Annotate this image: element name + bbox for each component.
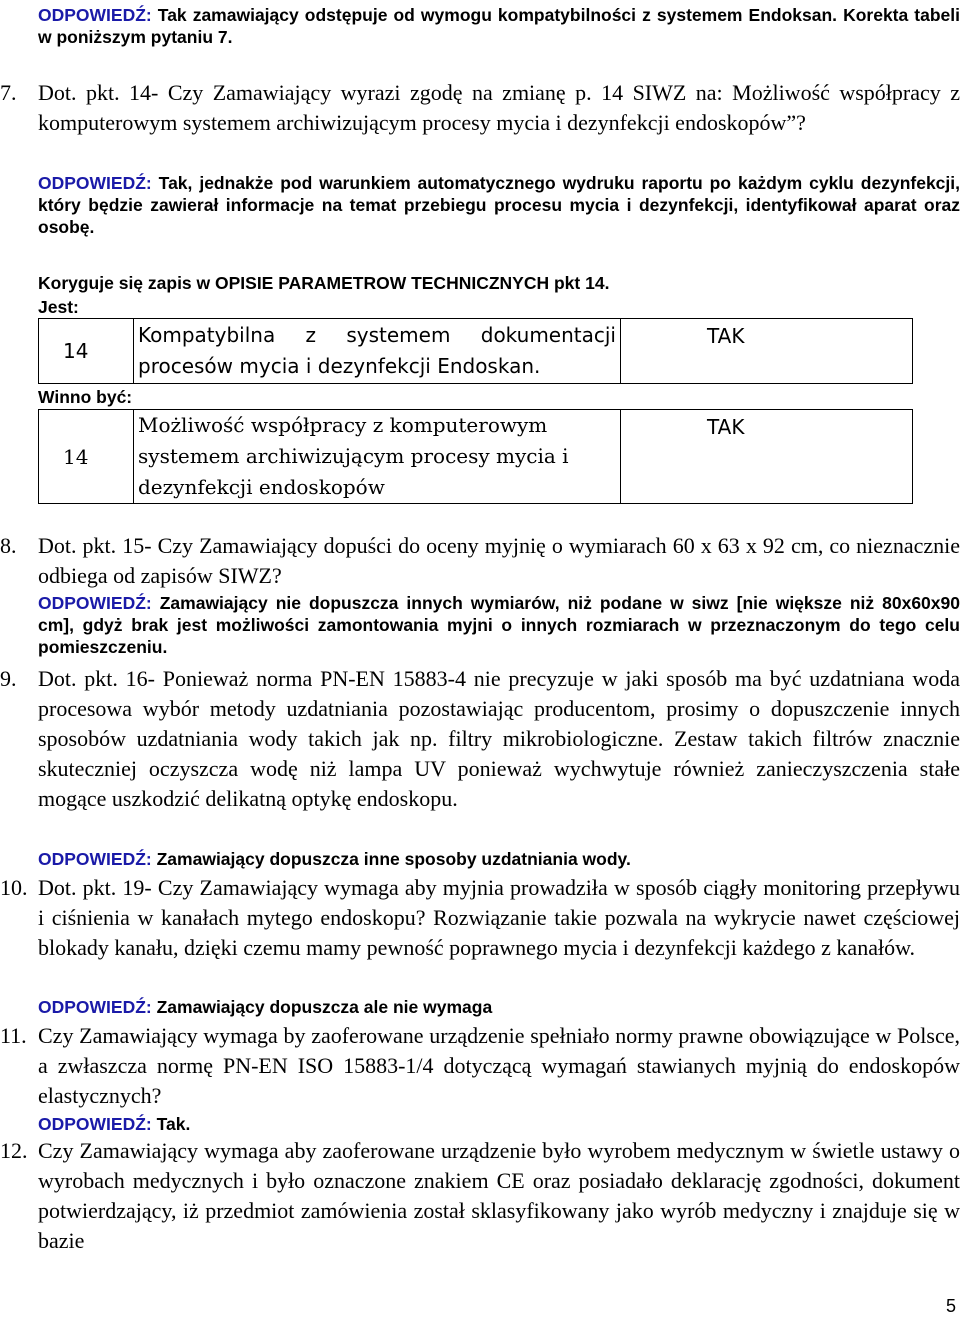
question-text: Dot. pkt. 15- Czy Zamawiający dopuści do oceny myjnię o wymiarach 60 x 63 x 92 cm, co nieznacznie odbiega od zapisów SIWZ? bbox=[38, 533, 960, 588]
row-description: Możliwość współpracy z komputerowym systemem archiwizującym procesy mycia i dezynfekcji endoskopów bbox=[134, 410, 621, 504]
answer-text: Tak. bbox=[151, 1114, 191, 1134]
answer-9 bbox=[38, 848, 960, 870]
question-8 bbox=[0, 531, 960, 591]
winno-label: Winno być: bbox=[38, 387, 133, 407]
answer-text: Zamawiający nie dopuszcza innych wymiarów, niż podane w siwz [nie większe niż 80x60x90 cm], gdyż brak jest możliwości zamontowania myjni o innych rozmiarach w przeznaczonym do tego celu pomieszczeniu. bbox=[38, 593, 960, 657]
answer-label: ODPOWIEDŹ: bbox=[38, 5, 152, 25]
answer-11 bbox=[38, 1113, 960, 1135]
question-number: 8. bbox=[0, 533, 17, 558]
question-text: Czy Zamawiający wymaga by zaoferowane urządzenie spełniało normy prawne obowiązujące w Polsce, a zwłaszcza normę PN-EN ISO 15883-1/4 dotyczącą wymagań stawianych myjnią do endoskopów elastycznych? bbox=[38, 1023, 960, 1108]
question-number: 9. bbox=[0, 666, 17, 691]
answer-text: Zamawiający dopuszcza inne sposoby uzdatniania wody. bbox=[151, 849, 631, 869]
question-number: 12. bbox=[0, 1138, 28, 1163]
answer-label: ODPOWIEDŹ: bbox=[38, 849, 152, 869]
answer-label: ODPOWIEDŹ: bbox=[38, 593, 152, 613]
answer-8 bbox=[38, 592, 960, 658]
answer-7 bbox=[38, 172, 960, 238]
answer-10 bbox=[38, 996, 960, 1018]
answer-label: ODPOWIEDŹ: bbox=[38, 173, 152, 193]
question-text: Dot. pkt. 16- Ponieważ norma PN-EN 15883-4 nie precyzuje w jaki sposób ma być uzdatniana woda procesowa wybór metody uzdatniania pozostawiając producentom, prosimy o dopuszczenie innych sposobów uzdatniania wody takich jak np. filtry mikrobiologiczne. Zestaw takich filtrów znacznie skuteczniej oczyszcza wodę niż lampa UV ponieważ wychwytuje również zanieczyszczenia stałe mogące uszkodzić delikatną optykę endoskopu. bbox=[38, 666, 960, 811]
row-number: 14 bbox=[39, 319, 134, 384]
page-number: 5 bbox=[945, 1296, 956, 1316]
answer-label: ODPOWIEDŹ: bbox=[38, 1114, 152, 1134]
question-11 bbox=[0, 1021, 960, 1111]
row-value: TAK bbox=[621, 410, 913, 504]
row-number: 14 bbox=[39, 410, 134, 504]
question-10 bbox=[0, 873, 960, 963]
question-text: Dot. pkt. 19- Czy Zamawiający wymaga aby myjnia prowadziła w sposób ciągły monitoring przepływu i ciśnienia w kanałach mytego endoskopu? Rozwiązanie takie pozwala na wykrycie nawet częściowej blokady kanału, dzięki czemu mamy pewność poprawnego mycia i dezynfekcji każdego z kanałów. bbox=[38, 875, 960, 960]
row-description: Kompatybilna z systemem dokumentacji procesów mycia i dezynfekcji Endoskan. bbox=[134, 319, 621, 384]
answer-label: ODPOWIEDŹ: bbox=[38, 997, 152, 1017]
question-7 bbox=[0, 78, 960, 138]
answer-text: Zamawiający dopuszcza ale nie wymaga bbox=[151, 997, 493, 1017]
answer-text: Tak, jednakże pod warunkiem automatycznego wydruku raportu po każdym cyklu dezynfekcji, który będzie zawierał informacje na temat przebiegu procesu mycia i dezynfekcji, identyfikował aparat oraz osobę. bbox=[38, 173, 960, 237]
question-text: Dot. pkt. 14- Czy Zamawiający wyrazi zgodę na zmianę p. 14 SIWZ na: Możliwość współpracy z komputerowym systemem archiwizującym procesy mycia i dezynfekcji endoskopów”? bbox=[38, 80, 960, 135]
question-number: 7. bbox=[0, 80, 17, 105]
question-number: 11. bbox=[0, 1023, 27, 1048]
question-12 bbox=[0, 1136, 960, 1256]
spec-table-current bbox=[38, 318, 913, 384]
jest-label: Jest: bbox=[38, 297, 79, 317]
question-9 bbox=[0, 664, 960, 814]
row-value: TAK bbox=[621, 319, 913, 384]
question-number: 10. bbox=[0, 875, 28, 900]
table-row bbox=[39, 410, 913, 504]
question-text: Czy Zamawiający wymaga aby zaoferowane urządzenie było wyrobem medycznym w świetle ustawy o wyrobach medycznych i było oznaczone znakiem CE oraz posiadało deklarację zgodności, dokument potwierdzający, iż przedmiot zamówienia został sklasyfikowany jako wyrób medyczny i znajduje się w bazie bbox=[38, 1138, 960, 1253]
spec-table-corrected bbox=[38, 409, 913, 504]
answer-text: Tak zamawiający odstępuje od wymogu kompatybilności z systemem Endoksan. Korekta tabeli w poniższym pytaniu 7. bbox=[38, 5, 960, 47]
correction-note: Koryguje się zapis w OPISIE PARAMETROW TECHNICZNYCH pkt 14. bbox=[38, 273, 610, 293]
answer-top bbox=[38, 4, 960, 48]
table-row bbox=[39, 319, 913, 384]
